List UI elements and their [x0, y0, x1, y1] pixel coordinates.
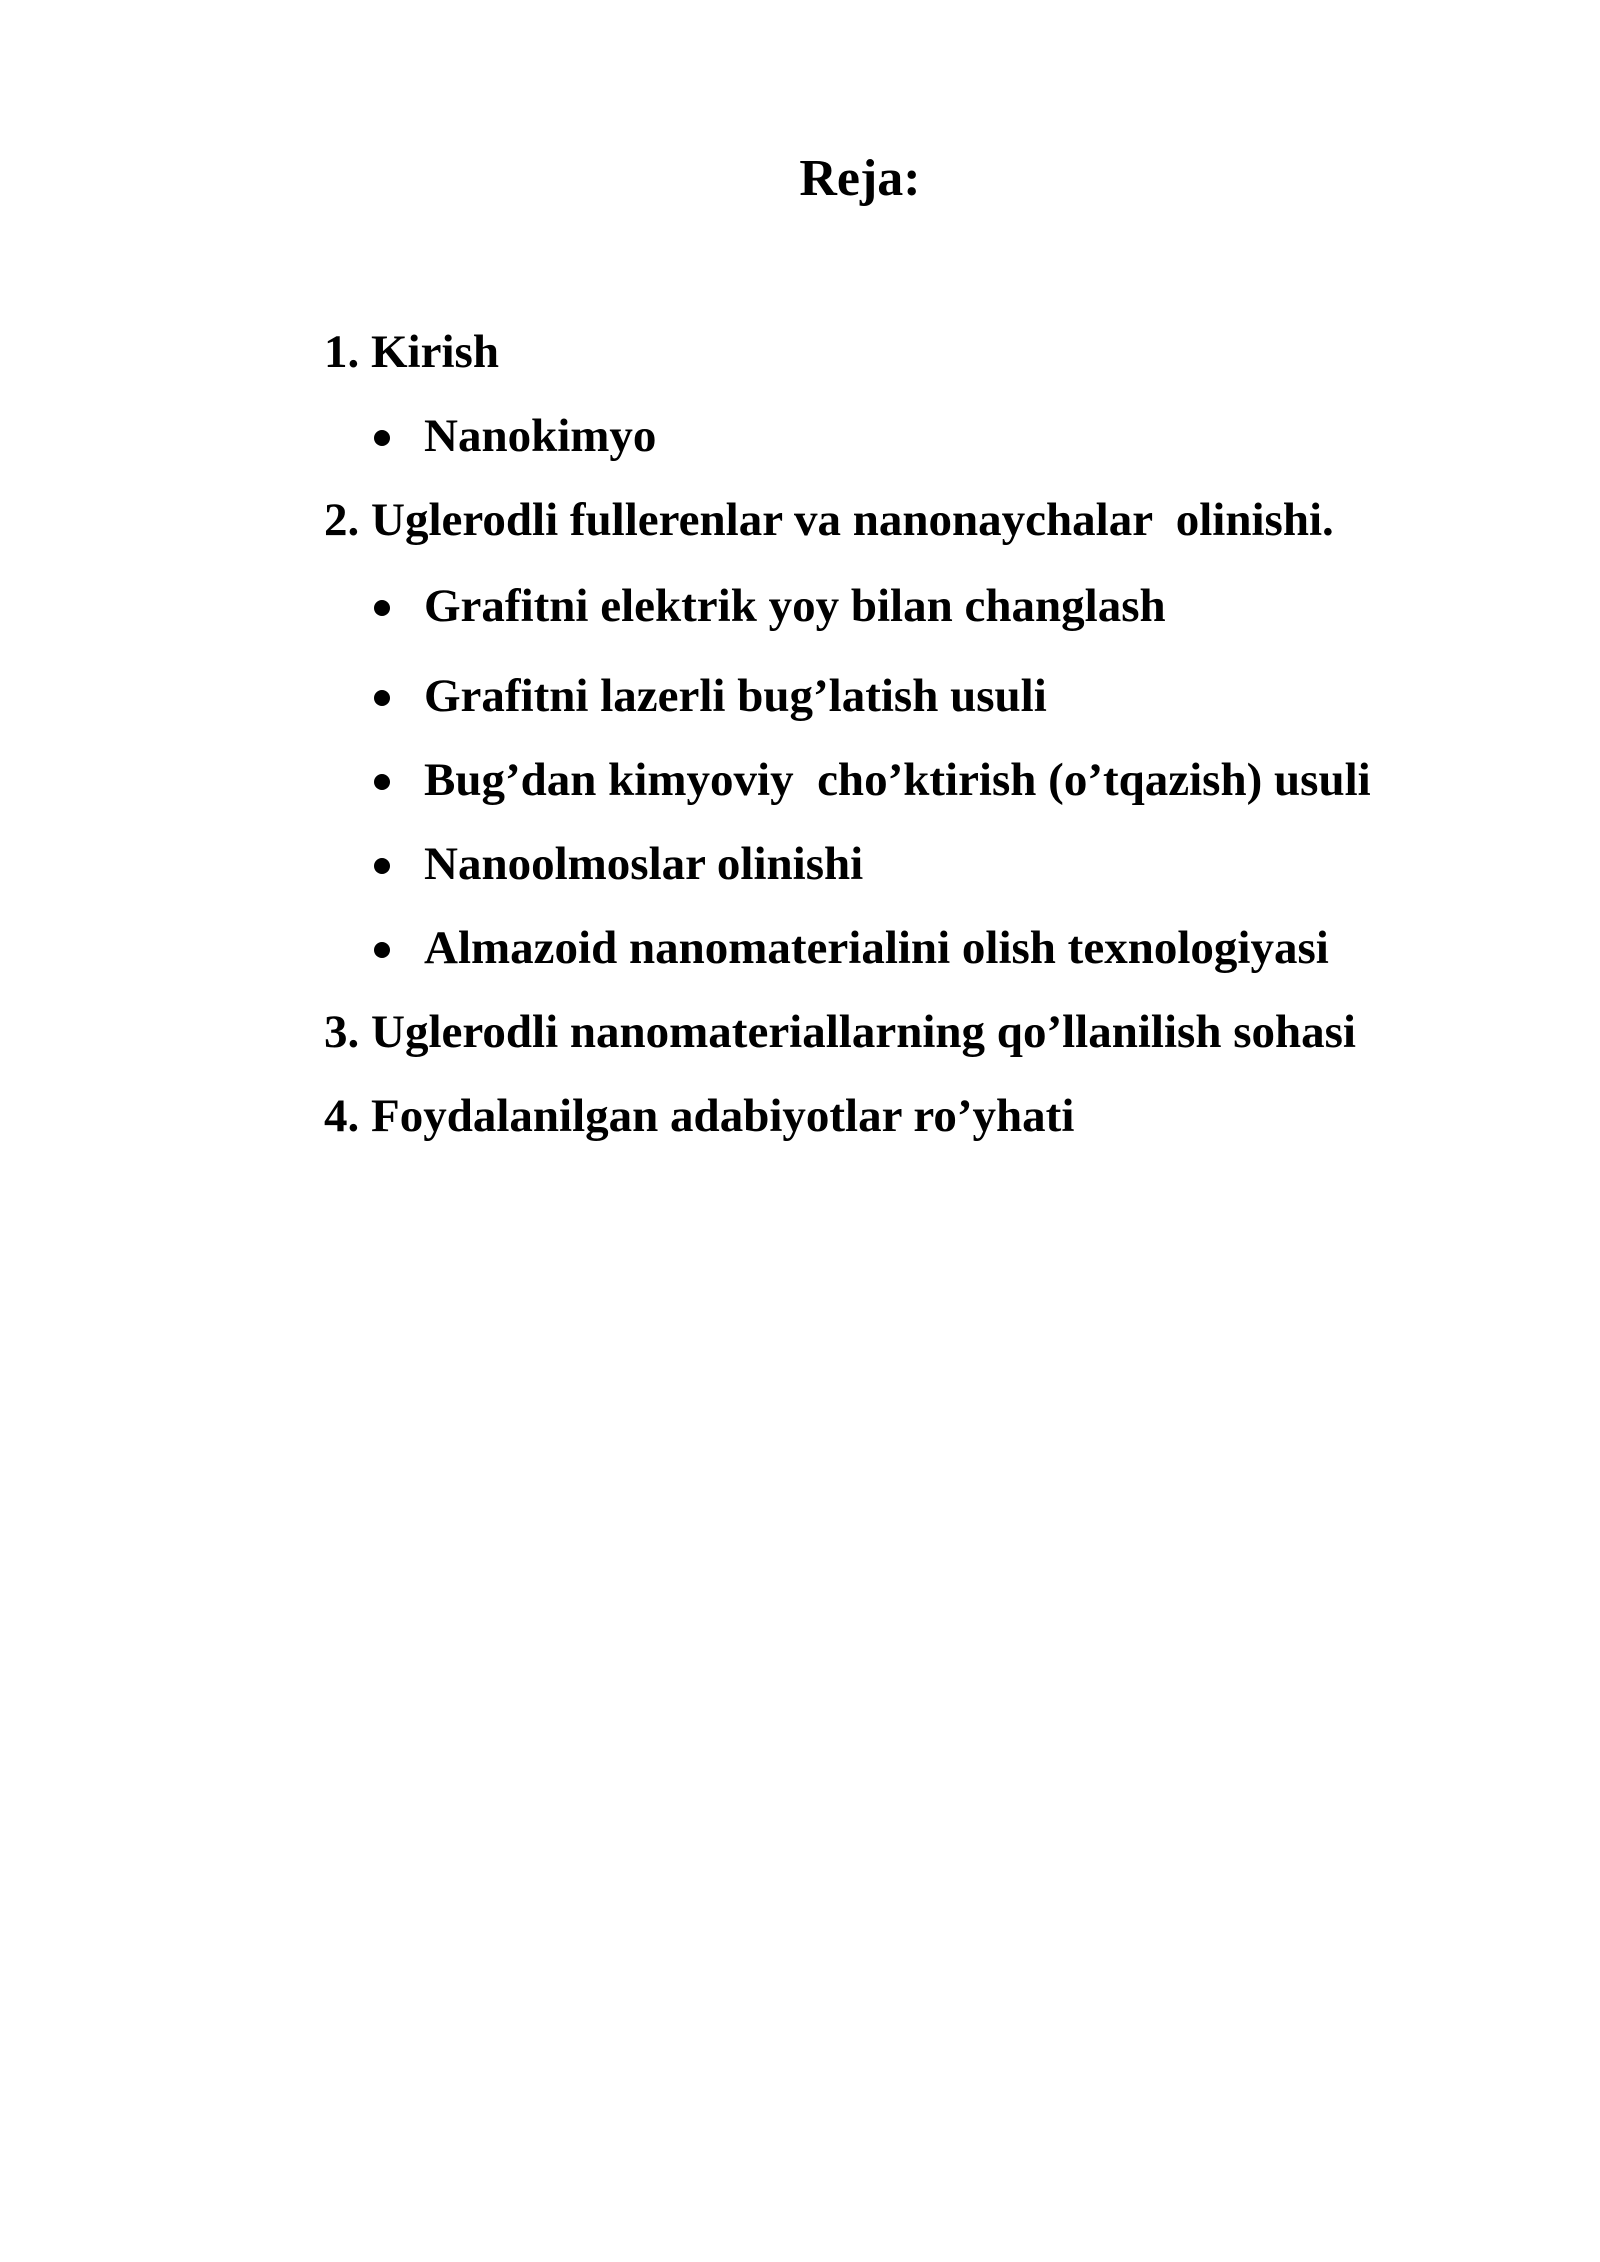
outline-subitem-text: Bug’dan kimyoviy cho’ktirish (o’tqazish) usuli [424, 754, 1371, 807]
outline-item-text: 2. Uglerodli fullerenlar va nanonaychalar olinishi. [324, 494, 1334, 547]
outline-subitem-text: Grafitni lazerli bug’latish usuli [424, 670, 1047, 723]
page-title: Reja: [799, 150, 921, 207]
outline-subitem-text: Almazoid nanomaterialini olish texnologiyasi [424, 922, 1329, 975]
outline-item-text: 3. Uglerodli nanomateriallarning qo’llanilish sohasi [324, 1006, 1356, 1059]
outline-subitem-text: Grafitni elektrik yoy bilan changlash [424, 580, 1166, 633]
outline-item-text: 4. Foydalanilgan adabiyotlar ro’yhati [324, 1090, 1075, 1143]
outline-subitem-text: Nanokimyo [424, 410, 657, 463]
outline-item-4 [277, 1032, 1074, 1201]
outline-subitem-text: Nanoolmoslar olinishi [424, 838, 864, 891]
outline-item-text: 1. Kirish [324, 326, 499, 379]
